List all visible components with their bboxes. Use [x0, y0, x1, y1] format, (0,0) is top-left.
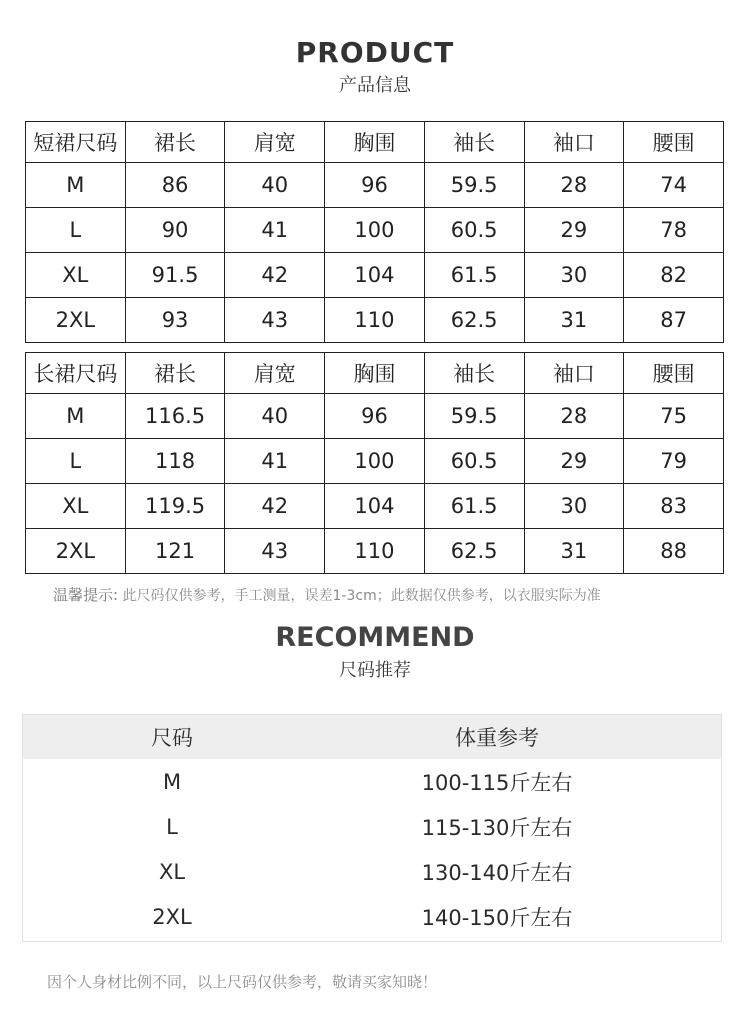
table-cell: 74: [624, 163, 724, 208]
table-cell: 110: [325, 298, 425, 343]
table-cell: 60.5: [424, 439, 524, 484]
table-cell: 43: [225, 529, 325, 574]
size-cell: XL: [158, 859, 186, 884]
recommend-title: RECOMMEND: [275, 622, 475, 653]
table-row: [26, 394, 724, 439]
table-cell: 116.5: [125, 394, 225, 439]
table-cell: 87: [624, 298, 724, 343]
table-cell: 100: [325, 208, 425, 253]
table-cell: 110: [325, 529, 425, 574]
weight-cell: 130-140斤左右: [421, 860, 573, 885]
table-row: [23, 804, 721, 849]
table-cell: 79: [624, 439, 724, 484]
table-cell: 118: [125, 439, 225, 484]
table-cell: XL: [26, 484, 126, 529]
table-cell: 121: [125, 529, 225, 574]
table-row: [26, 529, 724, 574]
header-cell: 胸围: [325, 353, 425, 394]
size-cell: L: [166, 814, 178, 839]
header-cell: 袖口: [524, 353, 624, 394]
weight-cell: 140-150斤左右: [421, 905, 573, 930]
table-cell: 61.5: [424, 484, 524, 529]
header-cell: 肩宽: [225, 122, 325, 163]
table-cell: 104: [325, 484, 425, 529]
size-note: [53, 584, 601, 605]
header-cell: 袖长: [424, 122, 524, 163]
table-cell: 96: [325, 394, 425, 439]
table-cell: 31: [524, 298, 624, 343]
header-cell: 袖口: [524, 122, 624, 163]
size-cell: 2XL: [152, 904, 192, 929]
header-cell: 腰围: [624, 122, 724, 163]
table-header-row: [26, 353, 724, 394]
table-cell: 30: [524, 484, 624, 529]
short-skirt-size-table: [25, 121, 724, 343]
footer-note: 因个人身材比例不同，以上尺码仅供参考，敬请买家知晓！: [47, 973, 438, 991]
table-cell: L: [26, 208, 126, 253]
header-cell: 裙长: [125, 122, 225, 163]
header-cell: 肩宽: [225, 353, 325, 394]
weight-cell: 115-130斤左右: [421, 815, 573, 840]
table-cell: XL: [26, 253, 126, 298]
header-cell: 腰围: [624, 353, 724, 394]
header-cell: 裙长: [125, 353, 225, 394]
long-skirt-size-table: [25, 352, 724, 574]
table-row: [26, 298, 724, 343]
weight-cell: 100-115斤左右: [421, 770, 573, 795]
table-cell: 90: [125, 208, 225, 253]
table-cell: 40: [225, 394, 325, 439]
table-cell: 42: [225, 253, 325, 298]
table-cell: 42: [225, 484, 325, 529]
table-cell: M: [26, 163, 126, 208]
table-cell: 40: [225, 163, 325, 208]
table-cell: 62.5: [424, 529, 524, 574]
table-cell: 28: [524, 163, 624, 208]
product-subtitle: 产品信息: [339, 75, 411, 96]
table-row: [26, 163, 724, 208]
table-cell: 75: [624, 394, 724, 439]
table-cell: 59.5: [424, 394, 524, 439]
table-header-row: [26, 122, 724, 163]
table-cell: 41: [225, 208, 325, 253]
header-cell-size: 尺码: [151, 726, 193, 750]
table-cell: M: [26, 394, 126, 439]
table-cell: L: [26, 439, 126, 484]
table-cell: 2XL: [26, 529, 126, 574]
table-cell: 60.5: [424, 208, 524, 253]
note-text: 此尺码仅供参考，手工测量，误差1-3cm；此数据仅供参考，以衣服实际为准: [118, 588, 601, 604]
table-cell: 59.5: [424, 163, 524, 208]
table-row: [23, 894, 721, 939]
table-row: [23, 759, 721, 804]
table-cell: 30: [524, 253, 624, 298]
table-cell: 31: [524, 529, 624, 574]
table-cell: 82: [624, 253, 724, 298]
header-cell: 胸围: [325, 122, 425, 163]
size-cell: M: [162, 769, 182, 794]
table-cell: 104: [325, 253, 425, 298]
table-cell: 93: [125, 298, 225, 343]
table-cell: 91.5: [125, 253, 225, 298]
table-cell: 96: [325, 163, 425, 208]
recommend-header-row: [23, 715, 721, 759]
table-cell: 100: [325, 439, 425, 484]
table-cell: 78: [624, 208, 724, 253]
table-cell: 43: [225, 298, 325, 343]
table-cell: 41: [225, 439, 325, 484]
table-row: [26, 484, 724, 529]
table-cell: 29: [524, 208, 624, 253]
product-title: PRODUCT: [295, 36, 455, 69]
table-cell: 119.5: [125, 484, 225, 529]
header-cell: 长裙尺码: [26, 353, 126, 394]
table-cell: 29: [524, 439, 624, 484]
table-cell: 62.5: [424, 298, 524, 343]
table-cell: 86: [125, 163, 225, 208]
table-cell: 28: [524, 394, 624, 439]
table-row: [26, 253, 724, 298]
table-row: [26, 439, 724, 484]
table-cell: 2XL: [26, 298, 126, 343]
header-cell-weight: 体重参考: [455, 726, 539, 750]
table-cell: 83: [624, 484, 724, 529]
table-row: [23, 849, 721, 894]
recommend-table: [22, 714, 722, 942]
table-cell: 88: [624, 529, 724, 574]
table-cell: 61.5: [424, 253, 524, 298]
recommend-subtitle: 尺码推荐: [339, 660, 411, 681]
table-row: [26, 208, 724, 253]
note-label: 温馨提示:: [53, 586, 119, 604]
header-cell: 袖长: [424, 353, 524, 394]
header-cell: 短裙尺码: [26, 122, 126, 163]
